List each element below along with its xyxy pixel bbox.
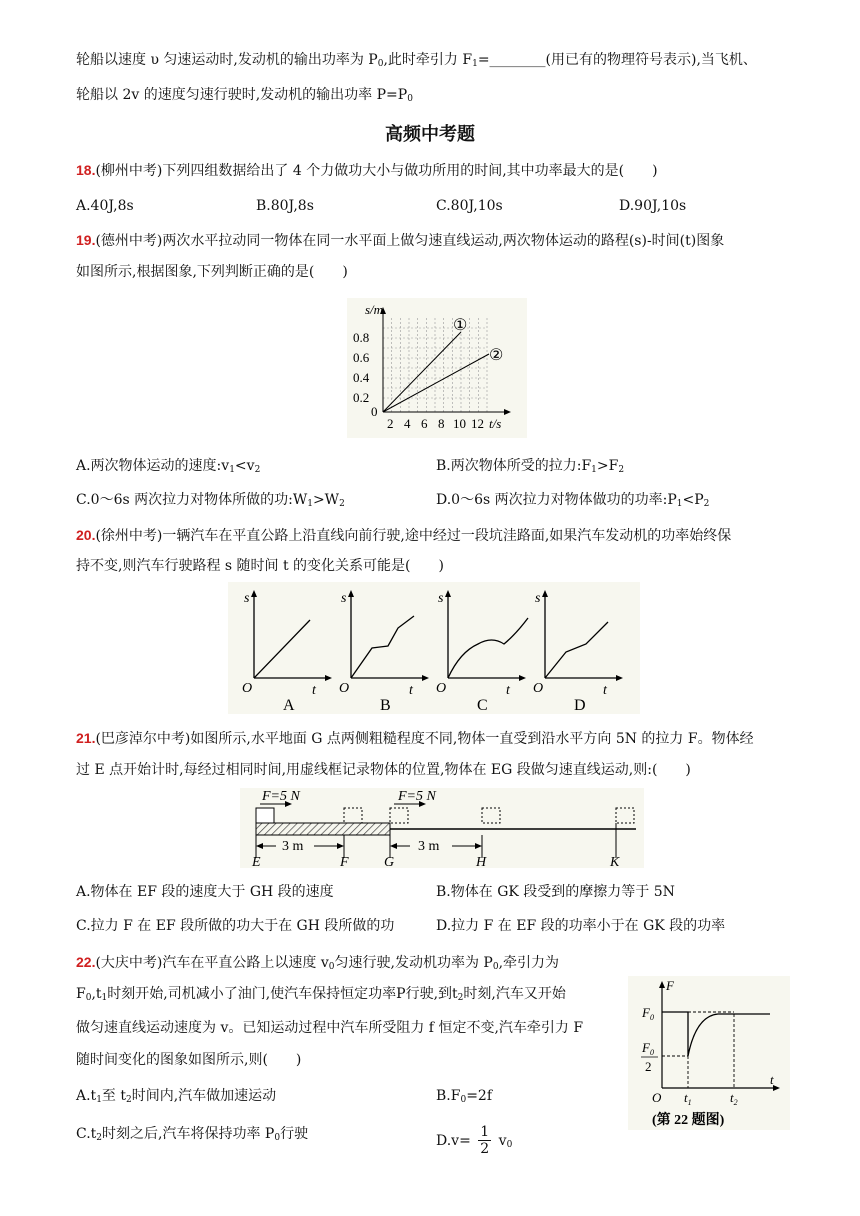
origin-label: O: [533, 681, 544, 696]
q18-option-d: D.90J,10s: [619, 198, 687, 214]
q22-option-c: $C.t_2$时刻之后,汽车将保持功率 $P_0$行驶: [76, 1126, 309, 1143]
s-label: s: [535, 591, 541, 606]
t-label: t: [409, 683, 413, 698]
origin-label: O: [436, 681, 447, 696]
t-label: t: [312, 683, 316, 698]
y-tick: 0: [371, 404, 378, 419]
point-h-label: H: [476, 855, 487, 868]
section-title: 高频中考题: [385, 124, 475, 145]
half-f0-numerator: $F_0$: [642, 1040, 654, 1057]
point-f-label: F: [340, 855, 349, 868]
question-19-line-2: 如图所示,根据图象,下列判断正确的是( ): [76, 264, 348, 280]
x-tick: 8: [438, 416, 445, 431]
q21-motion-diagram: [240, 788, 644, 868]
q21-option-b: B.物体在 GK 段受到的摩擦力等于 5N: [436, 884, 675, 900]
x-tick: 4: [404, 416, 411, 431]
question-18: 18.(柳州中考)下列四组数据给出了 4 个力做功大小与做功所用的时间,其中功率最大的是( ): [76, 162, 658, 179]
text-line-top-1: 轮船以速度 υ 匀速运动时,发动机的输出功率为 $P_0$,此时牵引力 $F_1=\_\_\_\_\_\_\_\_$(用已有的物理符号表示),当飞机、: [76, 52, 757, 69]
q19-option-a: A.两次物体运动的速度$:v_1<v_2$: [76, 458, 261, 475]
point-g-label: G: [384, 855, 395, 868]
origin-label: O: [339, 681, 350, 696]
point-e-label: E: [252, 855, 261, 868]
q19-option-d: D.0～6s 两次拉力对物体做功的功率$:P_1<P_2$: [436, 492, 710, 509]
question-22-line-2: $F_0,t_1$时刻开始,司机减小了油门,使汽车保持恒定功率P行驶,到$t_2$时刻,汽车又开始: [76, 986, 566, 1003]
distance-label-2: 3 m: [418, 839, 440, 854]
t-label: t: [506, 683, 510, 698]
q22-option-d: D.v= $\frac{1}{2}$ $v_0$: [436, 1124, 513, 1157]
question-20-line-2: 持不变,则汽车行驶路程 s 随时间 t 的变化关系可能是( ): [76, 558, 444, 574]
x-tick: 12: [471, 416, 484, 431]
s-label: s: [341, 591, 347, 606]
f-axis-label: F: [666, 978, 674, 993]
q18-option-c: C.80J,10s: [436, 198, 503, 214]
q22-force-time-graph: [628, 976, 790, 1130]
y-tick: 0.6: [353, 350, 370, 365]
q21-option-c: C.拉力 F 在 EF 段所做的功大于在 GH 段所做的功: [76, 918, 395, 934]
question-20: 20.(徐州中考)一辆汽车在平直公路上沿直线向前行驶,途中经过一段坑洼路面,如果汽车发动机的功率始终保: [76, 527, 732, 544]
q21-option-a: A.物体在 EF 段的速度大于 GH 段的速度: [76, 884, 334, 900]
question-22-line-3: 做匀速直线运动速度为 v。已知运动过程中汽车所受阻力 f 恒定不变,汽车牵引力 F: [76, 1020, 584, 1036]
graph-d-label: D: [574, 697, 586, 714]
line-2-label: ②: [489, 347, 504, 364]
graph-b-label: B: [380, 697, 391, 714]
graph-a-label: A: [283, 697, 295, 714]
origin-label: O: [242, 681, 253, 696]
graph-c-label: C: [477, 697, 488, 714]
q19-option-b: B.两次物体所受的拉力$:F_1>F_2$: [436, 458, 625, 475]
point-k-label: K: [610, 855, 620, 868]
origin-label: O: [652, 1090, 662, 1105]
distance-label-1: 3 m: [282, 839, 304, 854]
line-1-label: ①: [453, 317, 468, 334]
y-tick: 0.4: [353, 370, 370, 385]
force-label-2: F=5 N: [398, 789, 436, 804]
fraction-numerator: 1: [480, 1124, 490, 1140]
x-tick: 2: [387, 416, 394, 431]
x-tick: 10: [453, 416, 466, 431]
q19-option-c: C.0～6s 两次拉力对物体所做的功$:W_1>W_2$: [76, 492, 345, 509]
y-axis-label: s/m: [365, 302, 384, 317]
t1-label: $t_1$: [684, 1090, 692, 1107]
question-21-line-2: 过 E 点开始计时,每经过相同时间,用虚线框记录物体的位置,物体在 EG 段做匀速直线运动,则:( ): [76, 762, 691, 778]
q21-option-d: D.拉力 F 在 EF 段的功率小于在 GK 段的功率: [436, 918, 726, 934]
question-21: 21.(巴彦淖尔中考)如图所示,水平地面 G 点两侧粗糙程度不同,物体一直受到沿水平方向 5N 的拉力 F。物体经: [76, 730, 754, 747]
q22-option-a: $A.t_1$至 $t_2$时间内,汽车做加速运动: [76, 1088, 277, 1105]
f0-label: $F_0$: [642, 1005, 654, 1022]
question-number: 18.: [76, 162, 96, 178]
q20-graphs: [228, 582, 640, 714]
t-label: t: [603, 683, 607, 698]
force-label-1: F=5 N: [262, 789, 300, 804]
figure-caption: (第 22 题图): [652, 1113, 725, 1128]
x-tick: 6: [421, 416, 428, 431]
text-line-top-2: 轮船以 2v 的速度匀速行驶时,发动机的输出功率 $P=P_0$: [76, 87, 413, 104]
fraction-denominator: 2: [480, 1141, 490, 1157]
y-tick: 0.8: [353, 330, 370, 345]
y-tick: 0.2: [353, 390, 370, 405]
t2-label: $t_2$: [730, 1090, 738, 1107]
t-axis-label: t: [770, 1072, 774, 1087]
s-label: s: [244, 591, 250, 606]
half-f0-denominator: 2: [645, 1059, 652, 1074]
question-19: 19.(德州中考)两次水平拉动同一物体在同一水平面上做匀速直线运动,两次物体运动的路程(s)-时间(t)图象: [76, 232, 725, 249]
s-label: s: [438, 591, 444, 606]
x-axis-label: t/s: [489, 416, 502, 431]
q18-option-b: B.80J,8s: [256, 198, 314, 214]
question-22-line-4: 随时间变化的图象如图所示,则( ): [76, 1052, 302, 1068]
q22-option-b: $B.F_0=2f$: [436, 1088, 493, 1105]
q18-option-a: A.40J,8s: [76, 198, 134, 214]
question-22: 22.(大庆中考)汽车在平直公路上以速度 $v_0$匀速行驶,发动机功率为 $P_0$,牵引力为: [76, 954, 560, 972]
q19-st-graph: [347, 298, 527, 438]
